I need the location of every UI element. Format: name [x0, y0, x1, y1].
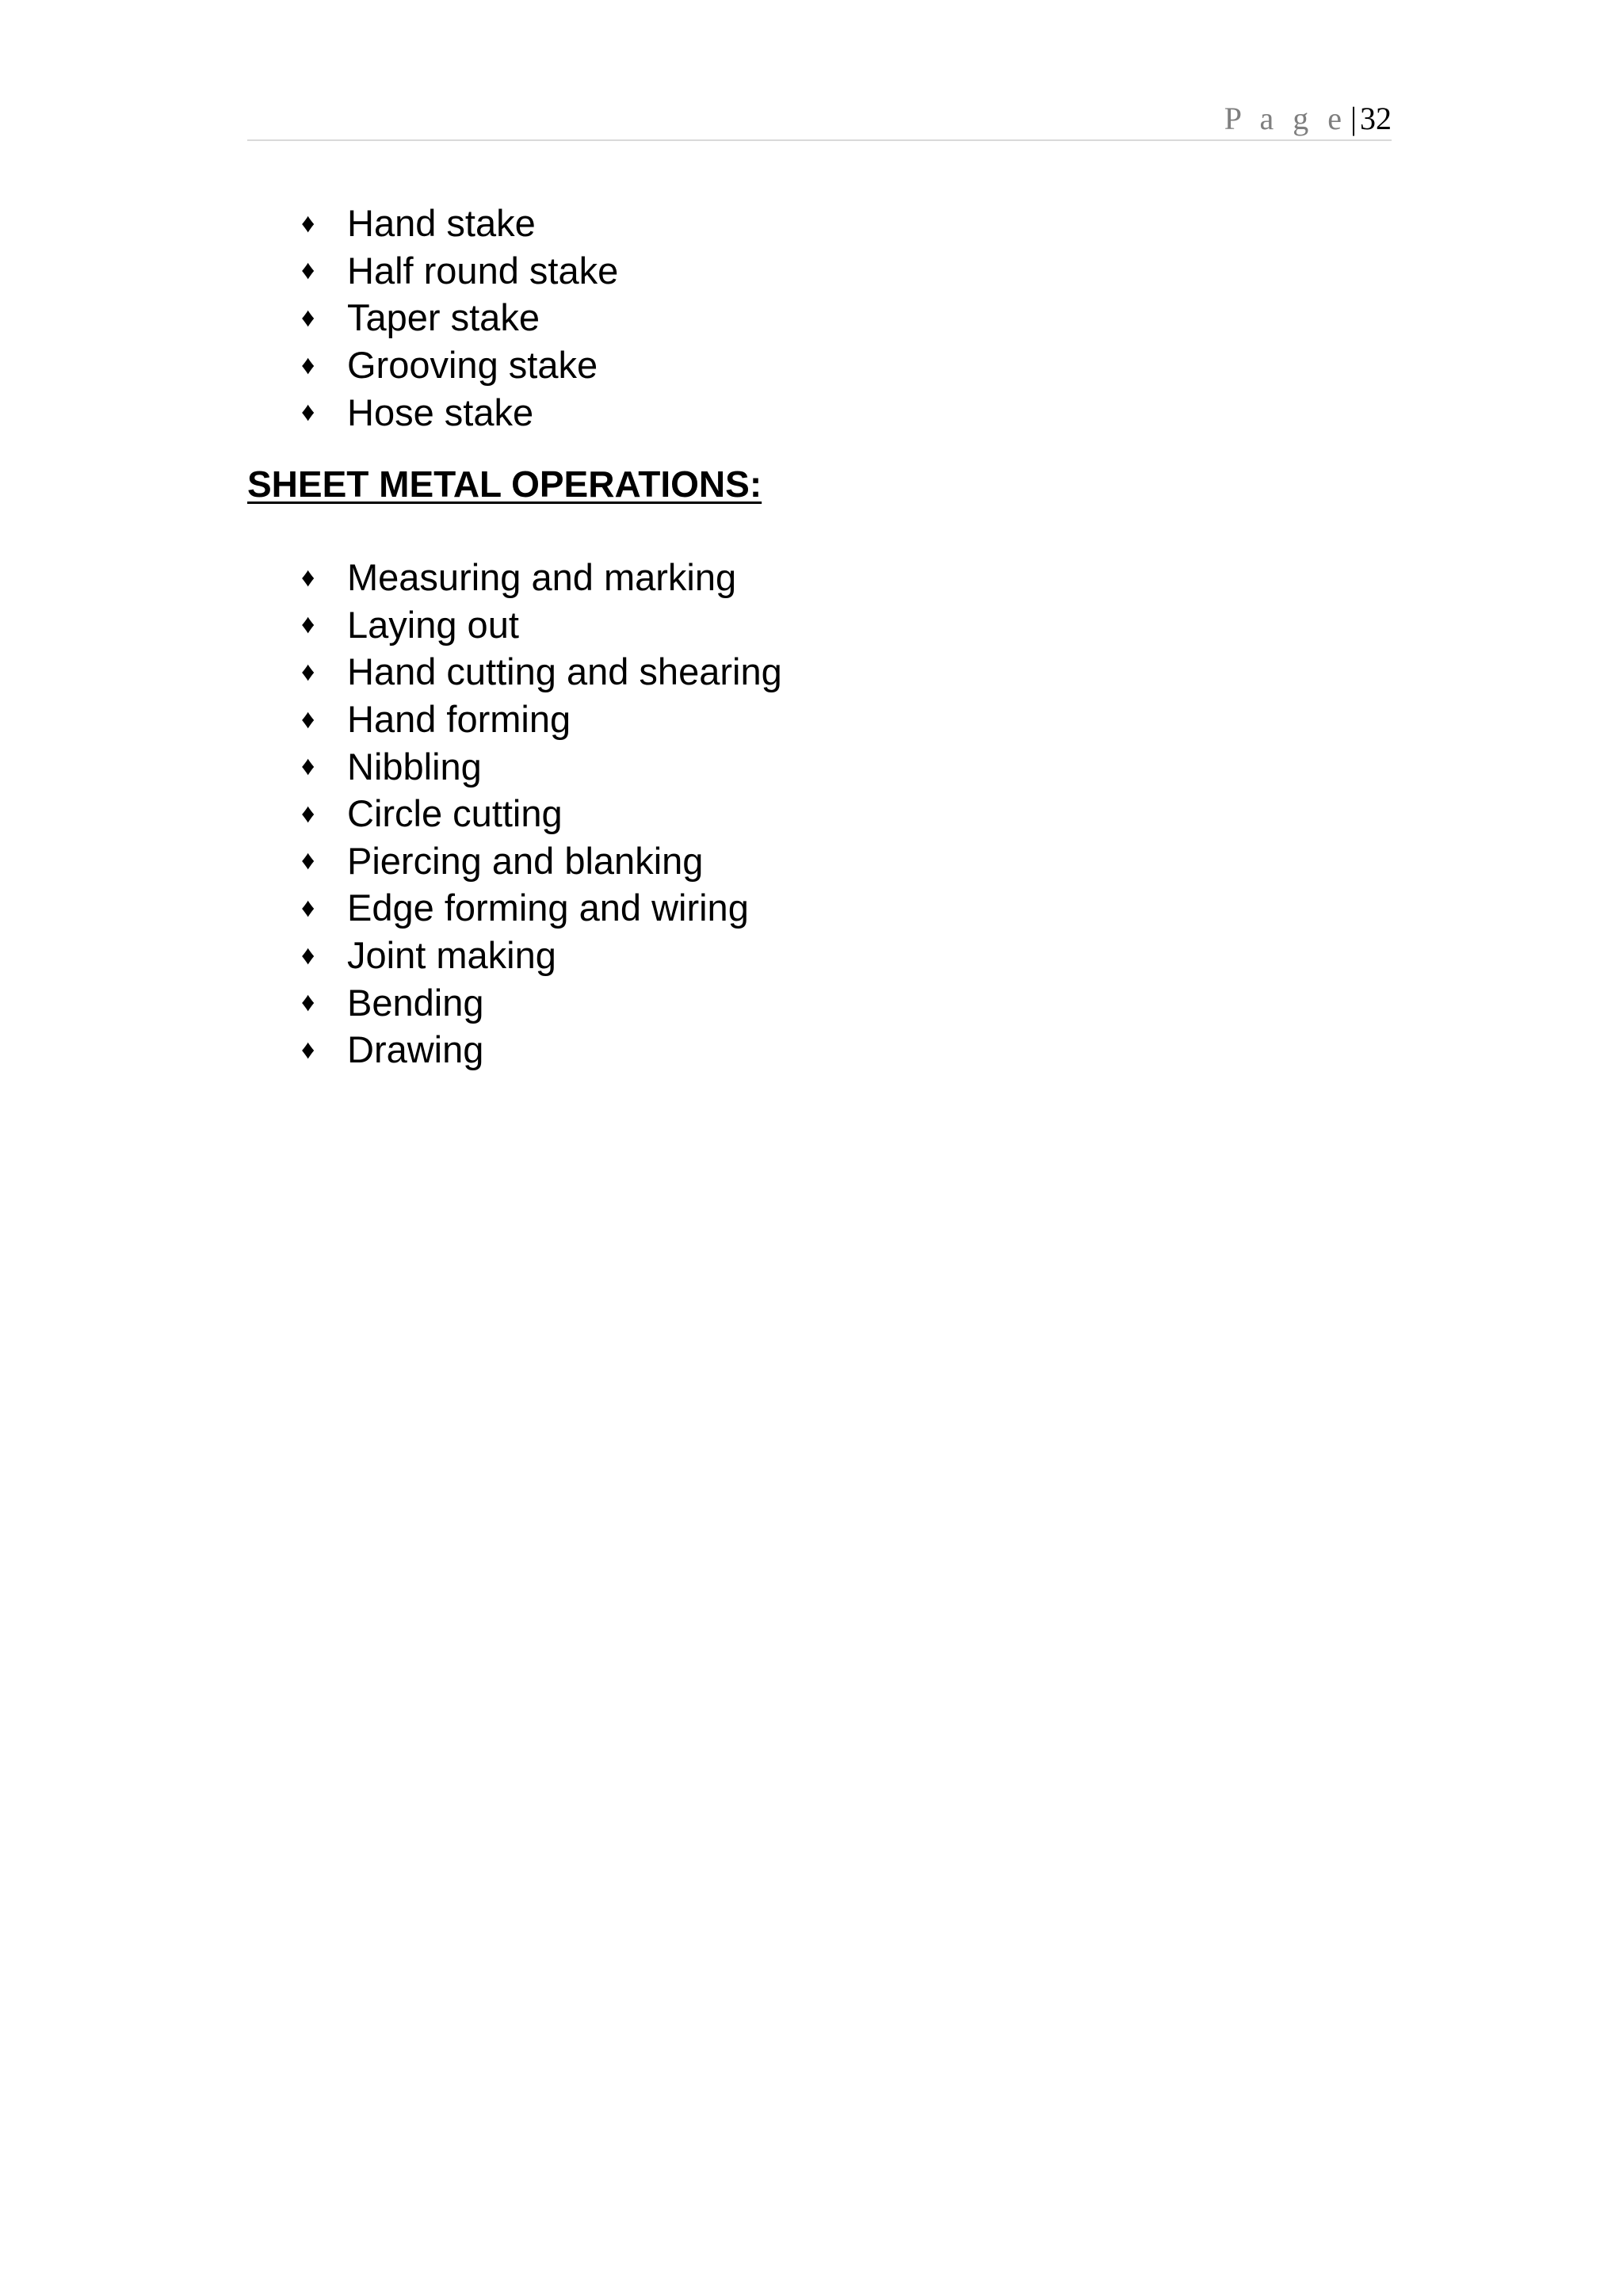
diamond-bullet-icon: ♦	[301, 798, 315, 829]
list-item	[301, 601, 782, 649]
list-item-text: Hand stake	[347, 202, 536, 245]
page-number-value: 32	[1360, 101, 1392, 136]
list-item-text: Circle cutting	[347, 792, 563, 835]
list-item	[301, 1026, 782, 1074]
list-item	[301, 294, 618, 341]
list-item	[301, 978, 782, 1026]
diamond-bullet-icon: ♦	[301, 1034, 315, 1065]
list-item-text: Measuring and marking	[347, 556, 737, 599]
list-item-text: Hand forming	[347, 698, 571, 741]
diamond-bullet-icon: ♦	[301, 302, 315, 333]
list-item	[301, 932, 782, 979]
stakes-list	[301, 200, 618, 436]
diamond-bullet-icon: ♦	[301, 397, 315, 428]
list-item	[301, 247, 618, 295]
list-item-text: Bending	[347, 981, 484, 1024]
list-item	[301, 554, 782, 601]
list-item-text: Grooving stake	[347, 344, 598, 387]
list-item-text: Hose stake	[347, 391, 534, 433]
operations-list	[301, 554, 782, 1074]
page-label: P a g e	[1224, 101, 1347, 136]
list-item	[301, 696, 782, 743]
list-item	[301, 200, 618, 247]
list-item-text: Taper stake	[347, 296, 540, 339]
list-item-text: Hand cutting and shearing	[347, 650, 782, 693]
page-number	[1224, 101, 1392, 136]
list-item	[301, 648, 782, 696]
diamond-bullet-icon: ♦	[301, 940, 315, 971]
list-item	[301, 884, 782, 932]
list-item	[301, 742, 782, 790]
list-item	[301, 388, 618, 436]
diamond-bullet-icon: ♦	[301, 562, 315, 593]
section-heading: SHEET METAL OPERATIONS:	[247, 463, 762, 505]
list-item-text: Edge forming and wiring	[347, 887, 749, 929]
diamond-bullet-icon: ♦	[301, 255, 315, 286]
diamond-bullet-icon: ♦	[301, 609, 315, 640]
page-separator: |	[1350, 101, 1357, 136]
diamond-bullet-icon: ♦	[301, 987, 315, 1018]
diamond-bullet-icon: ♦	[301, 751, 315, 782]
list-item-text: Nibbling	[347, 745, 482, 788]
diamond-bullet-icon: ♦	[301, 208, 315, 238]
diamond-bullet-icon: ♦	[301, 892, 315, 923]
diamond-bullet-icon: ♦	[301, 349, 315, 380]
list-item-text: Laying out	[347, 603, 519, 646]
list-item	[301, 341, 618, 389]
page-header	[247, 95, 1392, 141]
list-item	[301, 790, 782, 837]
diamond-bullet-icon: ♦	[301, 656, 315, 687]
list-item	[301, 837, 782, 885]
diamond-bullet-icon: ♦	[301, 845, 315, 876]
list-item-text: Joint making	[347, 934, 556, 977]
diamond-bullet-icon: ♦	[301, 704, 315, 734]
list-item-text: Half round stake	[347, 249, 619, 292]
list-item-text: Drawing	[347, 1028, 484, 1071]
list-item-text: Piercing and blanking	[347, 839, 704, 882]
